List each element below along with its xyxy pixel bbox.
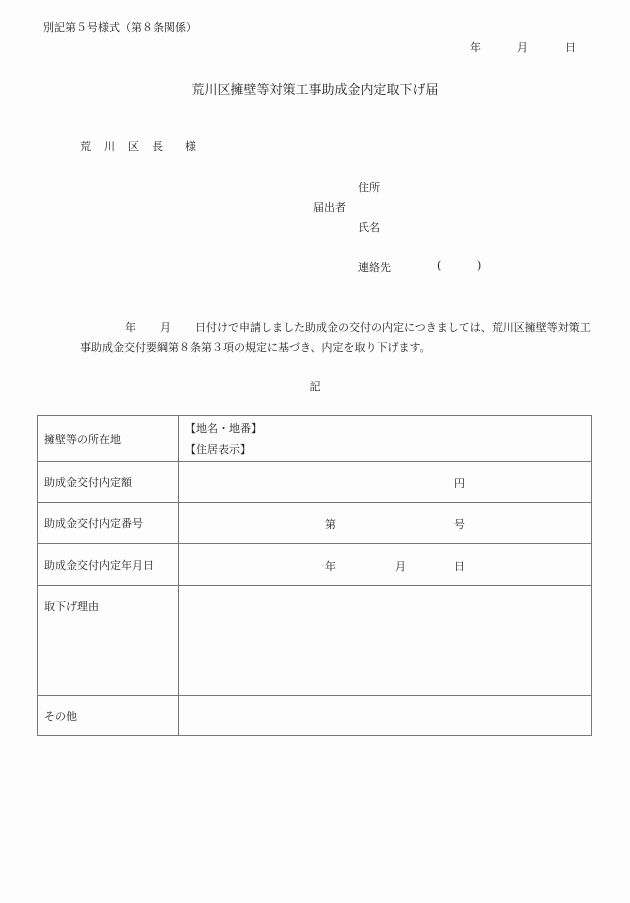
number-suffix: 号 [454,518,465,531]
table-row-reason [38,586,592,696]
date-cell[interactable] [179,544,592,586]
table-row-date [38,544,592,586]
date-day: 日 [454,559,465,573]
addressee-char: 荒 [80,140,91,153]
other-cell[interactable] [179,696,592,736]
document-title: 荒川区擁壁等対策工事助成金内定取下げ届 [191,83,439,98]
details-table [37,415,592,736]
number-prefix: 第 [325,518,336,531]
lot-number-label: 【地名・地番】 [185,421,262,435]
addressee-honorific: 様 [185,140,196,153]
row-label: 擁壁等の所在地 [38,416,179,462]
body-year: 年 [125,321,136,334]
applicant-label: 届出者 [313,201,346,214]
contact-paren-close: ) [477,259,482,272]
date-month-label: 月 [517,41,528,54]
name-label: 氏名 [358,221,380,234]
ki-heading: 記 [309,380,321,393]
residence-label: 【住居表示】 [185,442,251,456]
date-year: 年 [325,559,336,573]
row-label: 助成金交付内定年月日 [38,544,179,586]
row-label: 取下げ理由 [38,586,179,696]
table-row-location [38,416,592,462]
body-text: 日付けで申請しました助成金の交付の内定につきましては、荒川区擁壁等対策工事助成金交付要綱第８条第３項の規定に基づき、内定を取り下げます。 [80,321,591,354]
addressee-char: 川 [104,140,115,153]
location-cell[interactable] [179,416,592,462]
form-reference: 別記第５号様式（第８条関係） [43,21,197,34]
date-day-label: 日 [565,41,576,54]
body-month: 月 [160,321,171,334]
row-label: 助成金交付内定額 [38,462,179,503]
address-label: 住所 [358,181,380,194]
date-month: 月 [395,559,406,573]
table-row-amount [38,462,592,503]
contact-paren-open: ( [437,259,442,272]
yen-unit: 円 [454,477,465,490]
addressee-char: 長 [152,140,163,153]
addressee [80,138,209,154]
number-cell[interactable] [179,503,592,544]
date-year-label: 年 [470,41,481,54]
body-paragraph [80,318,600,358]
addressee-char: 区 [128,140,139,153]
table-row-other [38,696,592,736]
reason-cell[interactable] [179,586,592,696]
row-label: その他 [38,696,179,736]
contact-label: 連絡先 [358,261,391,274]
row-label: 助成金交付内定番号 [38,503,179,544]
amount-cell[interactable] [179,462,592,503]
table-row-number [38,503,592,544]
